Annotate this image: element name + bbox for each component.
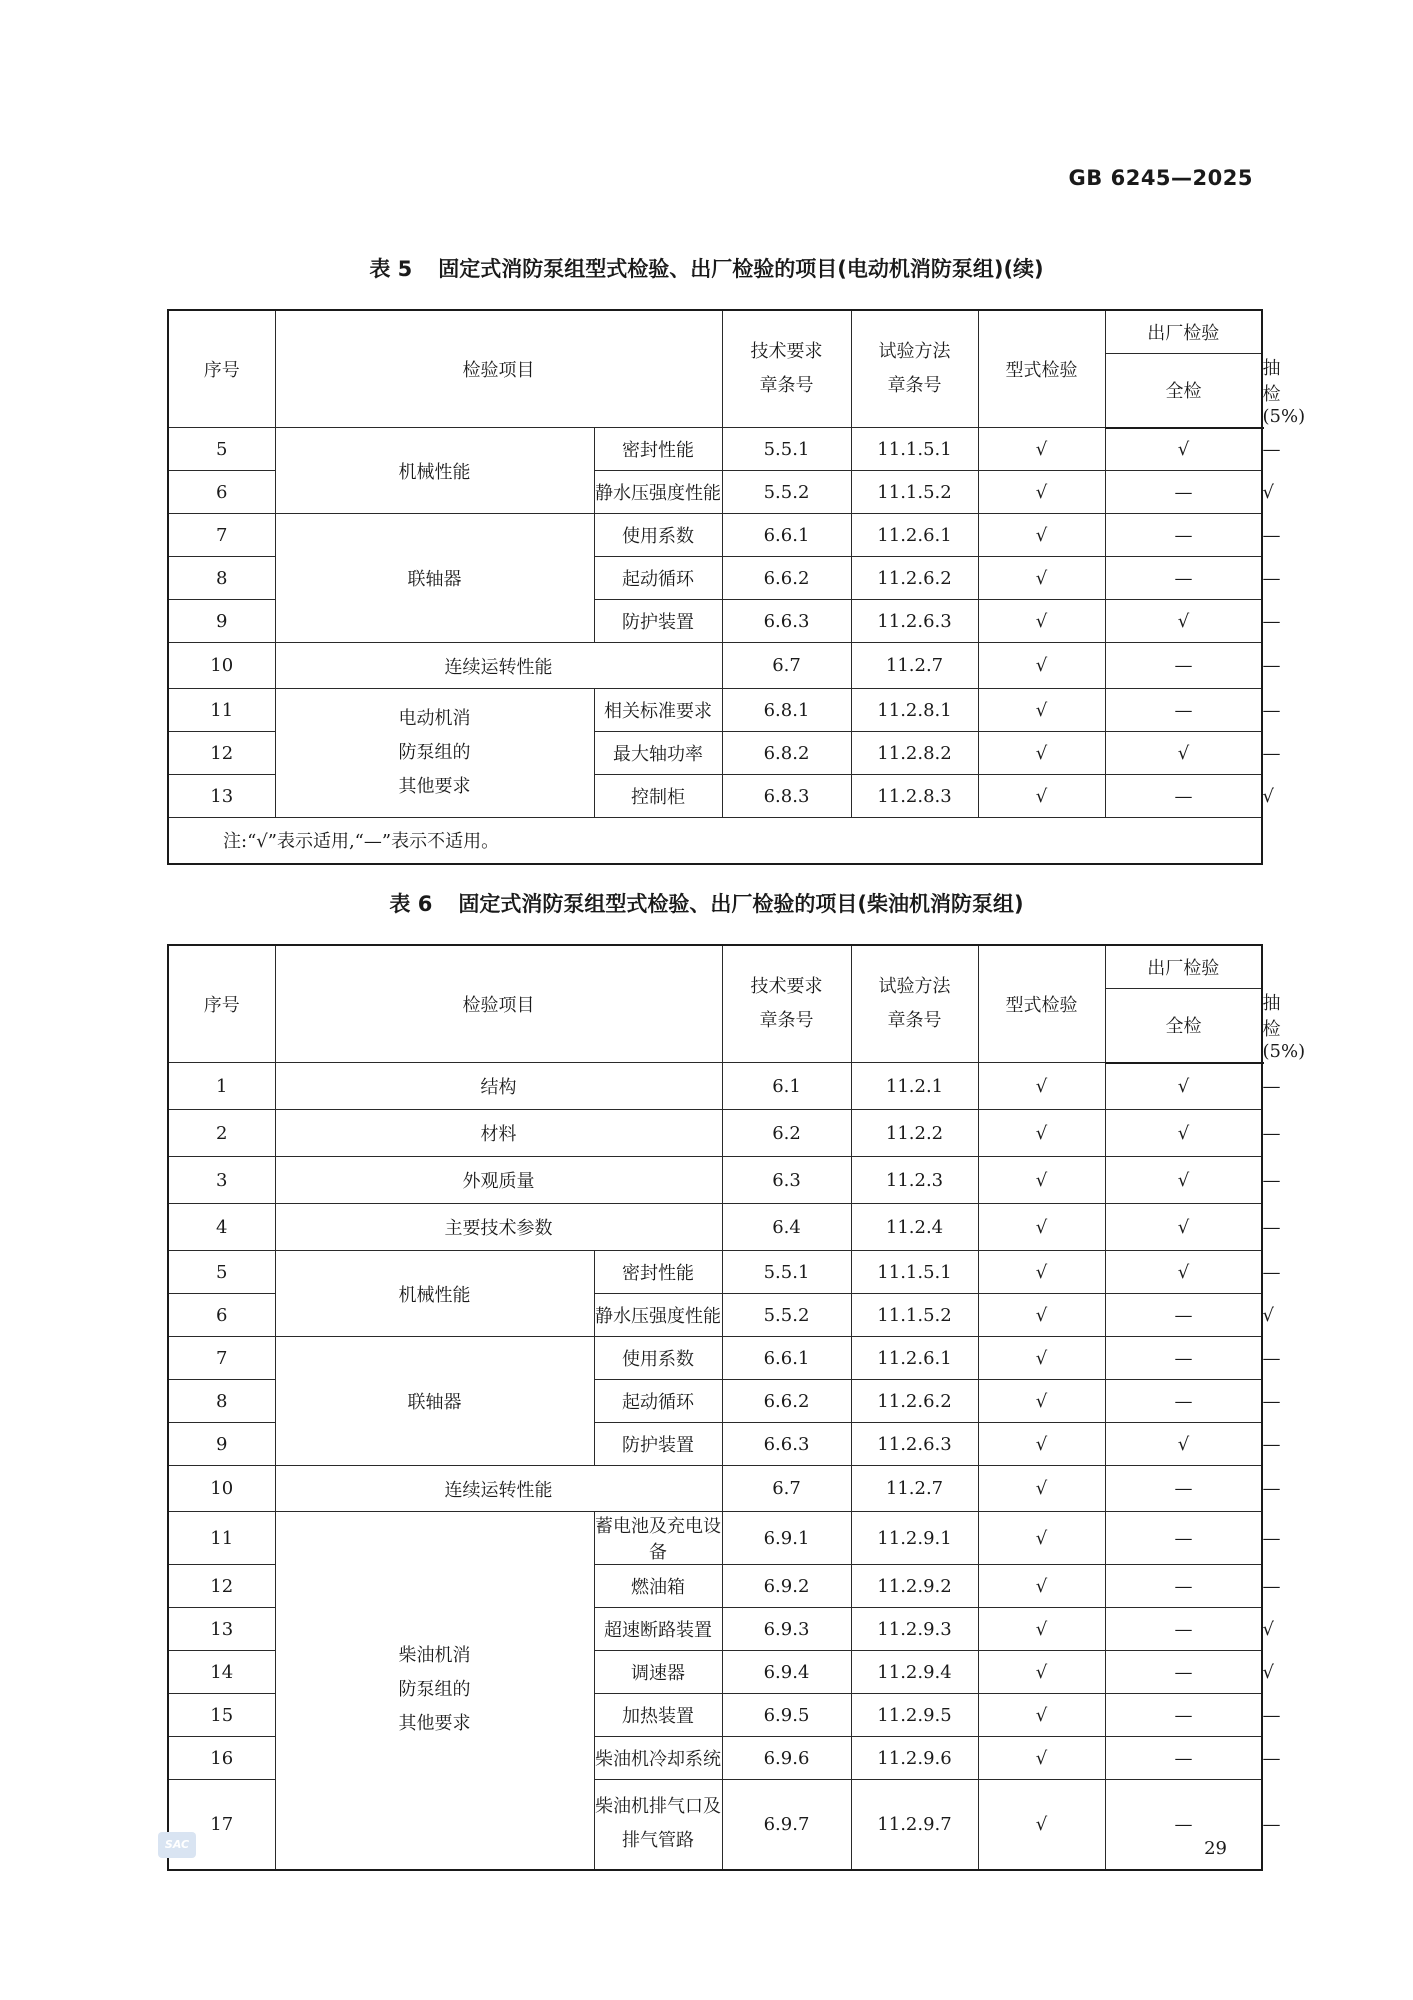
- cell-seq: 17: [168, 1780, 275, 1870]
- header-factory-test: 出厂检验: [1105, 945, 1262, 988]
- sac-logo: SAC: [158, 1832, 196, 1858]
- table-row: 17 柴油机排气口及 排气管路 6.9.7 11.2.9.7 √ — —: [168, 1780, 1262, 1870]
- cell-seq: 2: [168, 1110, 275, 1157]
- cell-test: 11.2.8.2: [851, 732, 978, 775]
- cell-type: √: [978, 600, 1105, 643]
- cell-test: 11.2.4: [851, 1204, 978, 1251]
- cell-tech: 6.6.2: [722, 1380, 851, 1423]
- cell-tech: 6.6.1: [722, 514, 851, 557]
- table6-caption-text: 固定式消防泵组型式检验、出厂检验的项目(柴油机消防泵组): [458, 892, 1024, 916]
- standard-code: GB 6245—2025: [1068, 166, 1253, 190]
- cell-tech: 6.7: [722, 1466, 851, 1512]
- cell-tech: 6.3: [722, 1157, 851, 1204]
- cell-seq: 12: [168, 732, 275, 775]
- cell-type: √: [978, 514, 1105, 557]
- cell-type: √: [978, 689, 1105, 732]
- cell-seq: 7: [168, 514, 275, 557]
- cell-full: √: [1105, 1157, 1262, 1204]
- cell-full: √: [1105, 600, 1262, 643]
- table-row: 10 连续运转性能 6.7 11.2.7 √ — —: [168, 643, 1262, 689]
- cell-seq: 6: [168, 1294, 275, 1337]
- header-tech-req: 技术要求 章条号: [722, 945, 851, 1063]
- cell-tech: 5.5.1: [722, 428, 851, 471]
- cell-test: 11.2.9.3: [851, 1608, 978, 1651]
- cell-item: 外观质量: [275, 1157, 722, 1204]
- cell-tech: 6.9.3: [722, 1608, 851, 1651]
- group-label: 连续运转性能: [275, 643, 722, 689]
- cell-type: √: [978, 1251, 1105, 1294]
- cell-type: √: [978, 557, 1105, 600]
- cell-type: √: [978, 1204, 1105, 1251]
- cell-seq: 15: [168, 1694, 275, 1737]
- table-row: 14 调速器 6.9.4 11.2.9.4 √ — √: [168, 1651, 1262, 1694]
- cell-seq: 5: [168, 1251, 275, 1294]
- cell-type: √: [978, 1466, 1105, 1512]
- cell-test: 11.2.9.7: [851, 1780, 978, 1870]
- cell-type: √: [978, 428, 1105, 471]
- cell-sub-item: 燃油箱: [594, 1565, 722, 1608]
- cell-sub-item: 使用系数: [594, 1337, 722, 1380]
- cell-full: —: [1105, 557, 1262, 600]
- cell-full: √: [1105, 732, 1262, 775]
- cell-type: √: [978, 471, 1105, 514]
- table-row: 3 外观质量 6.3 11.2.3 √ √ —: [168, 1157, 1262, 1204]
- cell-tech: 5.5.2: [722, 471, 851, 514]
- header-seq: 序号: [168, 945, 275, 1063]
- cell-full: —: [1105, 1651, 1262, 1694]
- header-full-check: 全检: [1105, 988, 1262, 1063]
- cell-sub-item: 控制柜: [594, 775, 722, 818]
- table-row: 16 柴油机冷却系统 6.9.6 11.2.9.6 √ — —: [168, 1737, 1262, 1780]
- cell-test: 11.2.6.1: [851, 514, 978, 557]
- table-row: 8 起动循环 6.6.2 11.2.6.2 √ — —: [168, 557, 1262, 600]
- cell-sub-item: 柴油机冷却系统: [594, 1737, 722, 1780]
- header-factory-test: 出厂检验: [1105, 310, 1262, 353]
- cell-seq: 11: [168, 1512, 275, 1565]
- cell-test: 11.1.5.1: [851, 1251, 978, 1294]
- cell-seq: 8: [168, 557, 275, 600]
- cell-type: √: [978, 1780, 1105, 1870]
- cell-sub-item: 蓄电池及充电设备: [594, 1512, 722, 1565]
- header-item: 检验项目: [275, 310, 722, 428]
- cell-full: —: [1105, 775, 1262, 818]
- cell-tech: 6.1: [722, 1063, 851, 1110]
- cell-tech: 6.8.2: [722, 732, 851, 775]
- cell-type: √: [978, 732, 1105, 775]
- table-row: 13 超速断路装置 6.9.3 11.2.9.3 √ — √: [168, 1608, 1262, 1651]
- table5-caption-number: 表 5: [369, 257, 413, 281]
- table-row: 15 加热装置 6.9.5 11.2.9.5 √ — —: [168, 1694, 1262, 1737]
- cell-tech: 6.9.1: [722, 1512, 851, 1565]
- cell-sub-item: 超速断路装置: [594, 1608, 722, 1651]
- cell-type: √: [978, 775, 1105, 818]
- group-label: 联轴器: [275, 514, 594, 643]
- cell-seq: 3: [168, 1157, 275, 1204]
- cell-seq: 9: [168, 1423, 275, 1466]
- cell-seq: 6: [168, 471, 275, 514]
- cell-tech: 6.9.5: [722, 1694, 851, 1737]
- cell-full: √: [1105, 1063, 1262, 1110]
- table-row: 7 联轴器 使用系数 6.6.1 11.2.6.1 √ — —: [168, 1337, 1262, 1380]
- cell-test: 11.1.5.2: [851, 1294, 978, 1337]
- cell-type: √: [978, 1694, 1105, 1737]
- cell-sub-item: 加热装置: [594, 1694, 722, 1737]
- cell-seq: 16: [168, 1737, 275, 1780]
- cell-full: —: [1105, 1608, 1262, 1651]
- table-row: 11 电动机消 防泵组的 其他要求 相关标准要求 6.8.1 11.2.8.1 √ — —: [168, 689, 1262, 732]
- cell-full: —: [1105, 471, 1262, 514]
- cell-sub-item: 起动循环: [594, 1380, 722, 1423]
- cell-full: —: [1105, 1780, 1262, 1870]
- table-row: 10 连续运转性能 6.7 11.2.7 √ — —: [168, 1466, 1262, 1512]
- group-label: 连续运转性能: [275, 1466, 722, 1512]
- cell-type: √: [978, 1157, 1105, 1204]
- cell-type: √: [978, 1512, 1105, 1565]
- cell-tech: 6.9.2: [722, 1565, 851, 1608]
- cell-test: 11.2.1: [851, 1063, 978, 1110]
- table-row: 5 机械性能 密封性能 5.5.1 11.1.5.1 √ √ —: [168, 1251, 1262, 1294]
- cell-tech: 5.5.1: [722, 1251, 851, 1294]
- cell-sub-item: 柴油机排气口及 排气管路: [594, 1780, 722, 1870]
- cell-seq: 9: [168, 600, 275, 643]
- cell-type: √: [978, 1294, 1105, 1337]
- cell-tech: 6.7: [722, 643, 851, 689]
- cell-test: 11.2.6.3: [851, 600, 978, 643]
- table-row: 8 起动循环 6.6.2 11.2.6.2 √ — —: [168, 1380, 1262, 1423]
- cell-sub-item: 防护装置: [594, 1423, 722, 1466]
- cell-full: —: [1105, 1737, 1262, 1780]
- cell-tech: 6.8.1: [722, 689, 851, 732]
- cell-item: 材料: [275, 1110, 722, 1157]
- header-tech-req: 技术要求 章条号: [722, 310, 851, 428]
- table-note: 注:“√”表示适用,“—”表示不适用。: [168, 818, 1262, 864]
- cell-test: 11.2.9.6: [851, 1737, 978, 1780]
- cell-type: √: [978, 1565, 1105, 1608]
- cell-seq: 13: [168, 1608, 275, 1651]
- cell-tech: 6.6.3: [722, 1423, 851, 1466]
- cell-tech: 6.6.3: [722, 600, 851, 643]
- cell-test: 11.2.9.5: [851, 1694, 978, 1737]
- cell-item: 主要技术参数: [275, 1204, 722, 1251]
- cell-test: 11.2.6.2: [851, 1380, 978, 1423]
- cell-seq: 12: [168, 1565, 275, 1608]
- table-row: 2 材料 6.2 11.2.2 √ √ —: [168, 1110, 1262, 1157]
- cell-seq: 1: [168, 1063, 275, 1110]
- cell-type: √: [978, 1063, 1105, 1110]
- cell-sub-item: 静水压强度性能: [594, 471, 722, 514]
- table-row: 6 静水压强度性能 5.5.2 11.1.5.2 √ — √: [168, 471, 1262, 514]
- cell-seq: 10: [168, 1466, 275, 1512]
- cell-full: —: [1105, 1694, 1262, 1737]
- cell-seq: 10: [168, 643, 275, 689]
- cell-seq: 7: [168, 1337, 275, 1380]
- cell-seq: 13: [168, 775, 275, 818]
- cell-seq: 4: [168, 1204, 275, 1251]
- cell-full: √: [1105, 1110, 1262, 1157]
- header-type-test: 型式检验: [978, 945, 1105, 1063]
- cell-type: √: [978, 1651, 1105, 1694]
- table-row: 12 燃油箱 6.9.2 11.2.9.2 √ — —: [168, 1565, 1262, 1608]
- cell-test: 11.2.9.1: [851, 1512, 978, 1565]
- page-number: 29: [1204, 1838, 1227, 1859]
- cell-full: √: [1105, 1423, 1262, 1466]
- cell-sub-item: 调速器: [594, 1651, 722, 1694]
- cell-seq: 11: [168, 689, 275, 732]
- header-full-check: 全检: [1105, 353, 1262, 428]
- cell-test: 11.2.6.1: [851, 1337, 978, 1380]
- cell-sub-item: 防护装置: [594, 600, 722, 643]
- cell-full: √: [1105, 1251, 1262, 1294]
- cell-type: √: [978, 643, 1105, 689]
- cell-test: 11.2.9.2: [851, 1565, 978, 1608]
- cell-full: —: [1105, 1565, 1262, 1608]
- group-label: 电动机消 防泵组的 其他要求: [275, 689, 594, 818]
- table-note-row: [168, 818, 1262, 864]
- table5: 序号 检验项目 技术要求 章条号 试验方法 章条号 型式检验 出厂检验 全检 抽检(5%) 5 机械性能 密封性能 5.5.1 11.1.5.1 √ √ — 6 静水压强度性能 5.5.2 11.1.5.2 √ — √ 7 联轴器 使用系数 6.6.1 11.2.6.1 √ — — 8 起动循环 6.6.2 11.2.6.2 √ — — 9 防护装置 6.6.3 11.2.6.3 √ √ — 10 连续运转性能 6.7 11.2.7 √ — — 11 电动机消 防泵组的 其他要求 相关标准要求 6.8.1 11.2.8.1 √ — — 12 最大轴功率 6.8.2 11.2.8.2 √ √ — 13 控制柜 6.8.3 11.2.8.3 √ — √ 注:“√”表示适用,“—”表示不适用。: [167, 309, 1263, 865]
- header-seq: 序号: [168, 310, 275, 428]
- cell-test: 11.2.6.2: [851, 557, 978, 600]
- cell-test: 11.1.5.2: [851, 471, 978, 514]
- table-row: 4 主要技术参数 6.4 11.2.4 √ √ —: [168, 1204, 1262, 1251]
- cell-type: √: [978, 1608, 1105, 1651]
- cell-sub-item: 使用系数: [594, 514, 722, 557]
- header-type-test: 型式检验: [978, 310, 1105, 428]
- group-label: 机械性能: [275, 1251, 594, 1337]
- table-row: 1 结构 6.1 11.2.1 √ √ —: [168, 1063, 1262, 1110]
- group-label: 机械性能: [275, 428, 594, 514]
- cell-test: 11.2.8.3: [851, 775, 978, 818]
- cell-item: 结构: [275, 1063, 722, 1110]
- cell-tech: 6.4: [722, 1204, 851, 1251]
- cell-full: —: [1105, 1337, 1262, 1380]
- cell-sub-item: 起动循环: [594, 557, 722, 600]
- table-row: 13 控制柜 6.8.3 11.2.8.3 √ — √: [168, 775, 1262, 818]
- cell-tech: 5.5.2: [722, 1294, 851, 1337]
- cell-sub-item: 相关标准要求: [594, 689, 722, 732]
- cell-tech: 6.9.7: [722, 1780, 851, 1870]
- table5-caption: [0, 253, 1413, 283]
- cell-sub-item: 最大轴功率: [594, 732, 722, 775]
- cell-full: √: [1105, 1204, 1262, 1251]
- cell-full: —: [1105, 643, 1262, 689]
- header-test-method: 试验方法 章条号: [851, 945, 978, 1063]
- group-label: 柴油机消 防泵组的 其他要求: [275, 1512, 594, 1870]
- cell-tech: 6.9.4: [722, 1651, 851, 1694]
- cell-full: —: [1105, 1466, 1262, 1512]
- cell-full: —: [1105, 1380, 1262, 1423]
- cell-type: √: [978, 1380, 1105, 1423]
- cell-type: √: [978, 1423, 1105, 1466]
- cell-test: 11.2.9.4: [851, 1651, 978, 1694]
- cell-test: 11.2.8.1: [851, 689, 978, 732]
- cell-seq: 5: [168, 428, 275, 471]
- cell-type: √: [978, 1737, 1105, 1780]
- table6-caption: [0, 888, 1413, 918]
- cell-sub-item: 静水压强度性能: [594, 1294, 722, 1337]
- cell-full: —: [1105, 1512, 1262, 1565]
- cell-test: 11.2.7: [851, 643, 978, 689]
- cell-tech: 6.8.3: [722, 775, 851, 818]
- cell-test: 11.1.5.1: [851, 428, 978, 471]
- cell-full: —: [1105, 689, 1262, 732]
- table-row: 9 防护装置 6.6.3 11.2.6.3 √ √ —: [168, 600, 1262, 643]
- cell-tech: 6.9.6: [722, 1737, 851, 1780]
- table-row: 6 静水压强度性能 5.5.2 11.1.5.2 √ — √: [168, 1294, 1262, 1337]
- table-row: 12 最大轴功率 6.8.2 11.2.8.2 √ √ —: [168, 732, 1262, 775]
- cell-full: —: [1105, 514, 1262, 557]
- table-row: 5 机械性能 密封性能 5.5.1 11.1.5.1 √ √ —: [168, 428, 1262, 471]
- cell-full: —: [1105, 1294, 1262, 1337]
- cell-test: 11.2.6.3: [851, 1423, 978, 1466]
- table-row: 9 防护装置 6.6.3 11.2.6.3 √ √ —: [168, 1423, 1262, 1466]
- cell-sub-item: 密封性能: [594, 428, 722, 471]
- cell-type: √: [978, 1337, 1105, 1380]
- group-label: 联轴器: [275, 1337, 594, 1466]
- cell-test: 11.2.2: [851, 1110, 978, 1157]
- cell-test: 11.2.3: [851, 1157, 978, 1204]
- header-item: 检验项目: [275, 945, 722, 1063]
- cell-type: √: [978, 1110, 1105, 1157]
- table5-caption-text: 固定式消防泵组型式检验、出厂检验的项目(电动机消防泵组)(续): [438, 257, 1044, 281]
- table6-caption-number: 表 6: [389, 892, 433, 916]
- cell-tech: 6.6.2: [722, 557, 851, 600]
- cell-sub-item: 密封性能: [594, 1251, 722, 1294]
- cell-seq: 8: [168, 1380, 275, 1423]
- cell-tech: 6.2: [722, 1110, 851, 1157]
- cell-seq: 14: [168, 1651, 275, 1694]
- table6: 序号 检验项目 技术要求 章条号 试验方法 章条号 型式检验 出厂检验 全检 抽检(5%) 1 结构 6.1 11.2.1 √ √ — 2 材料 6.2 11.2.2 √ √ — 3 外观质量 6.3 11.2.3 √ √ — 4 主要技术参数 6.4 11.2.4 √ √ — 5 机械性能 密封性能 5.5.1 11.1.5.1 √ √ — 6 静水压强度性能 5.5.2 11.1.5.2 √ — √ 7 联轴器 使用系数 6.6.1 11.2.6.1 √ — — 8 起动循环 6.6.2 11.2.6.2 √ — — 9 防护装置 6.6.3 11.2.6.3 √ √ — 10 连续运转性能 6.7 11.2.7 √ — — 11 柴油机消 防泵组的 其他要求 蓄电池及充电设备 6.9.1 11.2.9.1 √ — — 12 燃油箱 6.9.2 11.2.9.2 √ — — 13 超速断路装置 6.9.3 11.2.9.3 √ — √ 14 调速器 6.9.4 11.2.9.4 √ — √ 15 加热装置 6.9.5 11.2.9.5 √ — — 16 柴油机冷却系统 6.9.6 11.2.9.6 √ — — 17 柴油机排气口及 排气管路 6.9.7 11.2.9.7 √ — —: [167, 944, 1263, 1871]
- cell-full: √: [1105, 428, 1262, 471]
- table-row: 7 联轴器 使用系数 6.6.1 11.2.6.1 √ — —: [168, 514, 1262, 557]
- header-test-method: 试验方法 章条号: [851, 310, 978, 428]
- cell-test: 11.2.7: [851, 1466, 978, 1512]
- table-row: 11 柴油机消 防泵组的 其他要求 蓄电池及充电设备 6.9.1 11.2.9.1 √ — —: [168, 1512, 1262, 1565]
- cell-tech: 6.6.1: [722, 1337, 851, 1380]
